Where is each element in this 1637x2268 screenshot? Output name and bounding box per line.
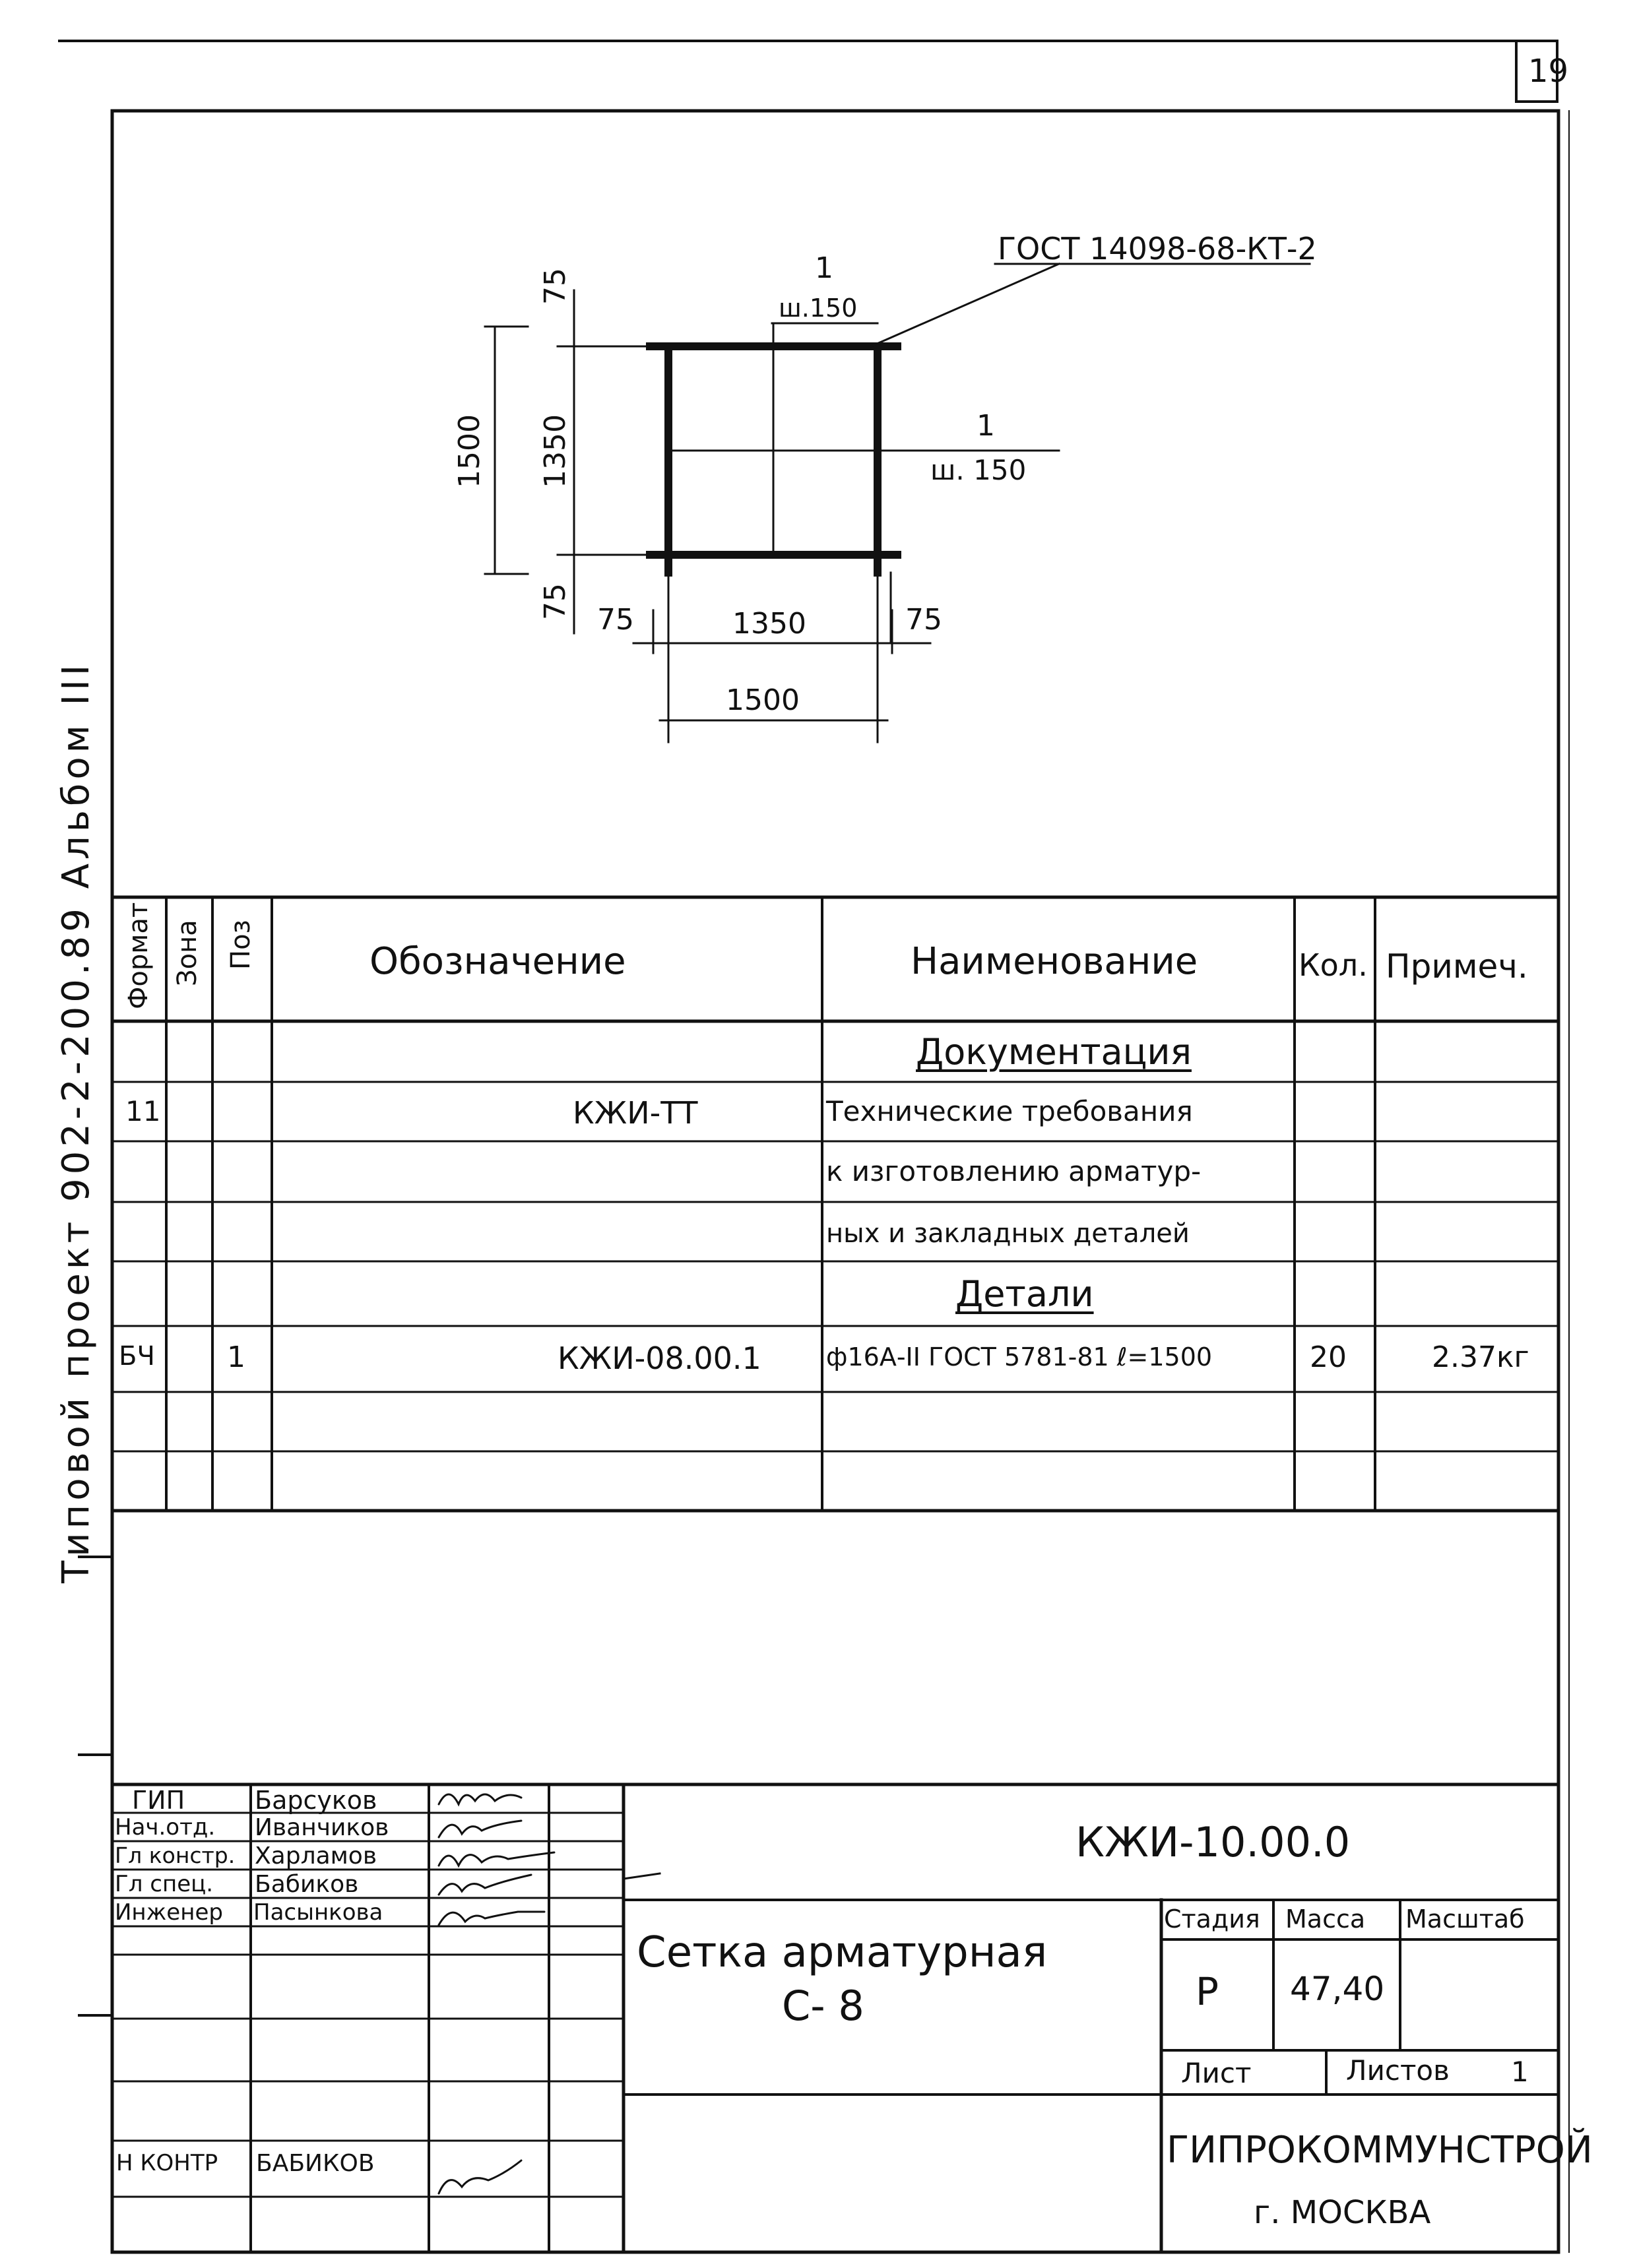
name-gip: Барсуков [255, 1786, 377, 1815]
part-pos: 1 [227, 1340, 245, 1374]
doc-name-line1: Технические требования [826, 1095, 1193, 1127]
part-qty: 20 [1310, 1340, 1347, 1374]
page-number: 19 [1528, 53, 1569, 90]
name-norm-control: БАБИКОВ [256, 2150, 375, 2177]
weld-top-spacing: ш.150 [779, 294, 858, 323]
header-note: Примеч. [1386, 947, 1528, 986]
organization: ГИПРОКОММУНСТРОЙ [1167, 2129, 1593, 2172]
header-pos: Поз [226, 920, 256, 970]
part-designation: КЖИ-08.00.1 [558, 1340, 761, 1376]
role-engineer: Инженер [115, 1899, 223, 1926]
dim-bottom-left: 75 [597, 603, 634, 637]
doc-name-line2: к изготовлению арматур- [826, 1155, 1202, 1187]
part-note: 2.37кг [1432, 1340, 1529, 1374]
mass-value: 47,40 [1290, 1970, 1385, 2008]
sheets-value: 1 [1511, 2056, 1529, 2088]
scale-label: Масштаб [1405, 1905, 1525, 1934]
header-designation: Обозначение [369, 940, 626, 983]
weld-right-number: 1 [977, 409, 995, 443]
dim-left-mid: 1350 [538, 414, 572, 488]
dim-bottom-mid: 1350 [732, 607, 806, 641]
part-name: ф16А-II ГОСТ 5781-81 ℓ=1500 [826, 1342, 1213, 1371]
stage-value: Р [1196, 1969, 1219, 2014]
header-name: Наименование [911, 940, 1198, 983]
role-head-dept: Нач.отд. [115, 1814, 216, 1841]
role-chief-constr: Гл констр. [115, 1843, 236, 1868]
signature-marks [439, 1794, 554, 2193]
sheet-label: Лист [1181, 2057, 1252, 2089]
mesh-drawing [485, 264, 1310, 742]
gost-note: ГОСТ 14098-68-КТ-2 [998, 231, 1317, 267]
name-chief-spec: Бабиков [255, 1871, 359, 1898]
section-parts: Детали [955, 1273, 1094, 1315]
part-format: БЧ [119, 1341, 155, 1371]
doc-format: 11 [125, 1095, 161, 1127]
drawing-title-line1: Сетка арматурная [637, 1928, 1048, 1977]
weld-top-number: 1 [815, 251, 833, 285]
doc-name-line3: ных и закладных деталей [826, 1218, 1190, 1249]
section-documentation: Документация [916, 1031, 1192, 1073]
binding-title: Типовой проект 902-2-200.89 Альбом III [55, 660, 98, 1583]
weld-right-spacing: ш. 150 [930, 454, 1027, 486]
role-gip: ГИП [132, 1786, 185, 1815]
dim-bottom-right: 75 [905, 603, 942, 637]
header-qty: Кол. [1299, 947, 1368, 983]
doc-code: КЖИ-10.00.0 [1075, 1818, 1351, 1866]
mass-label: Масса [1285, 1905, 1366, 1934]
stage-label: Стадия [1164, 1905, 1260, 1934]
header-zone: Зона [172, 920, 203, 986]
dim-left-bottom: 75 [538, 583, 572, 620]
role-chief-spec: Гл спец. [115, 1871, 214, 1897]
sheets-label: Листов [1346, 2054, 1450, 2087]
specification-table-grid [112, 897, 1558, 1511]
header-format: Формат [123, 902, 154, 1009]
drawing-title-line2: С- 8 [782, 1982, 864, 2030]
doc-designation: КЖИ-ТТ [573, 1095, 698, 1131]
city: г. МОСКВА [1254, 2194, 1431, 2231]
role-norm-control: Н КОНТР [116, 2150, 218, 2176]
name-engineer: Пасынкова [253, 1899, 383, 1926]
dim-bottom-total: 1500 [726, 683, 800, 717]
name-head-dept: Иванчиков [255, 1814, 389, 1841]
name-chief-constr: Харламов [255, 1843, 377, 1870]
dim-left-total: 1500 [453, 414, 486, 488]
dim-left-top: 75 [538, 268, 572, 305]
